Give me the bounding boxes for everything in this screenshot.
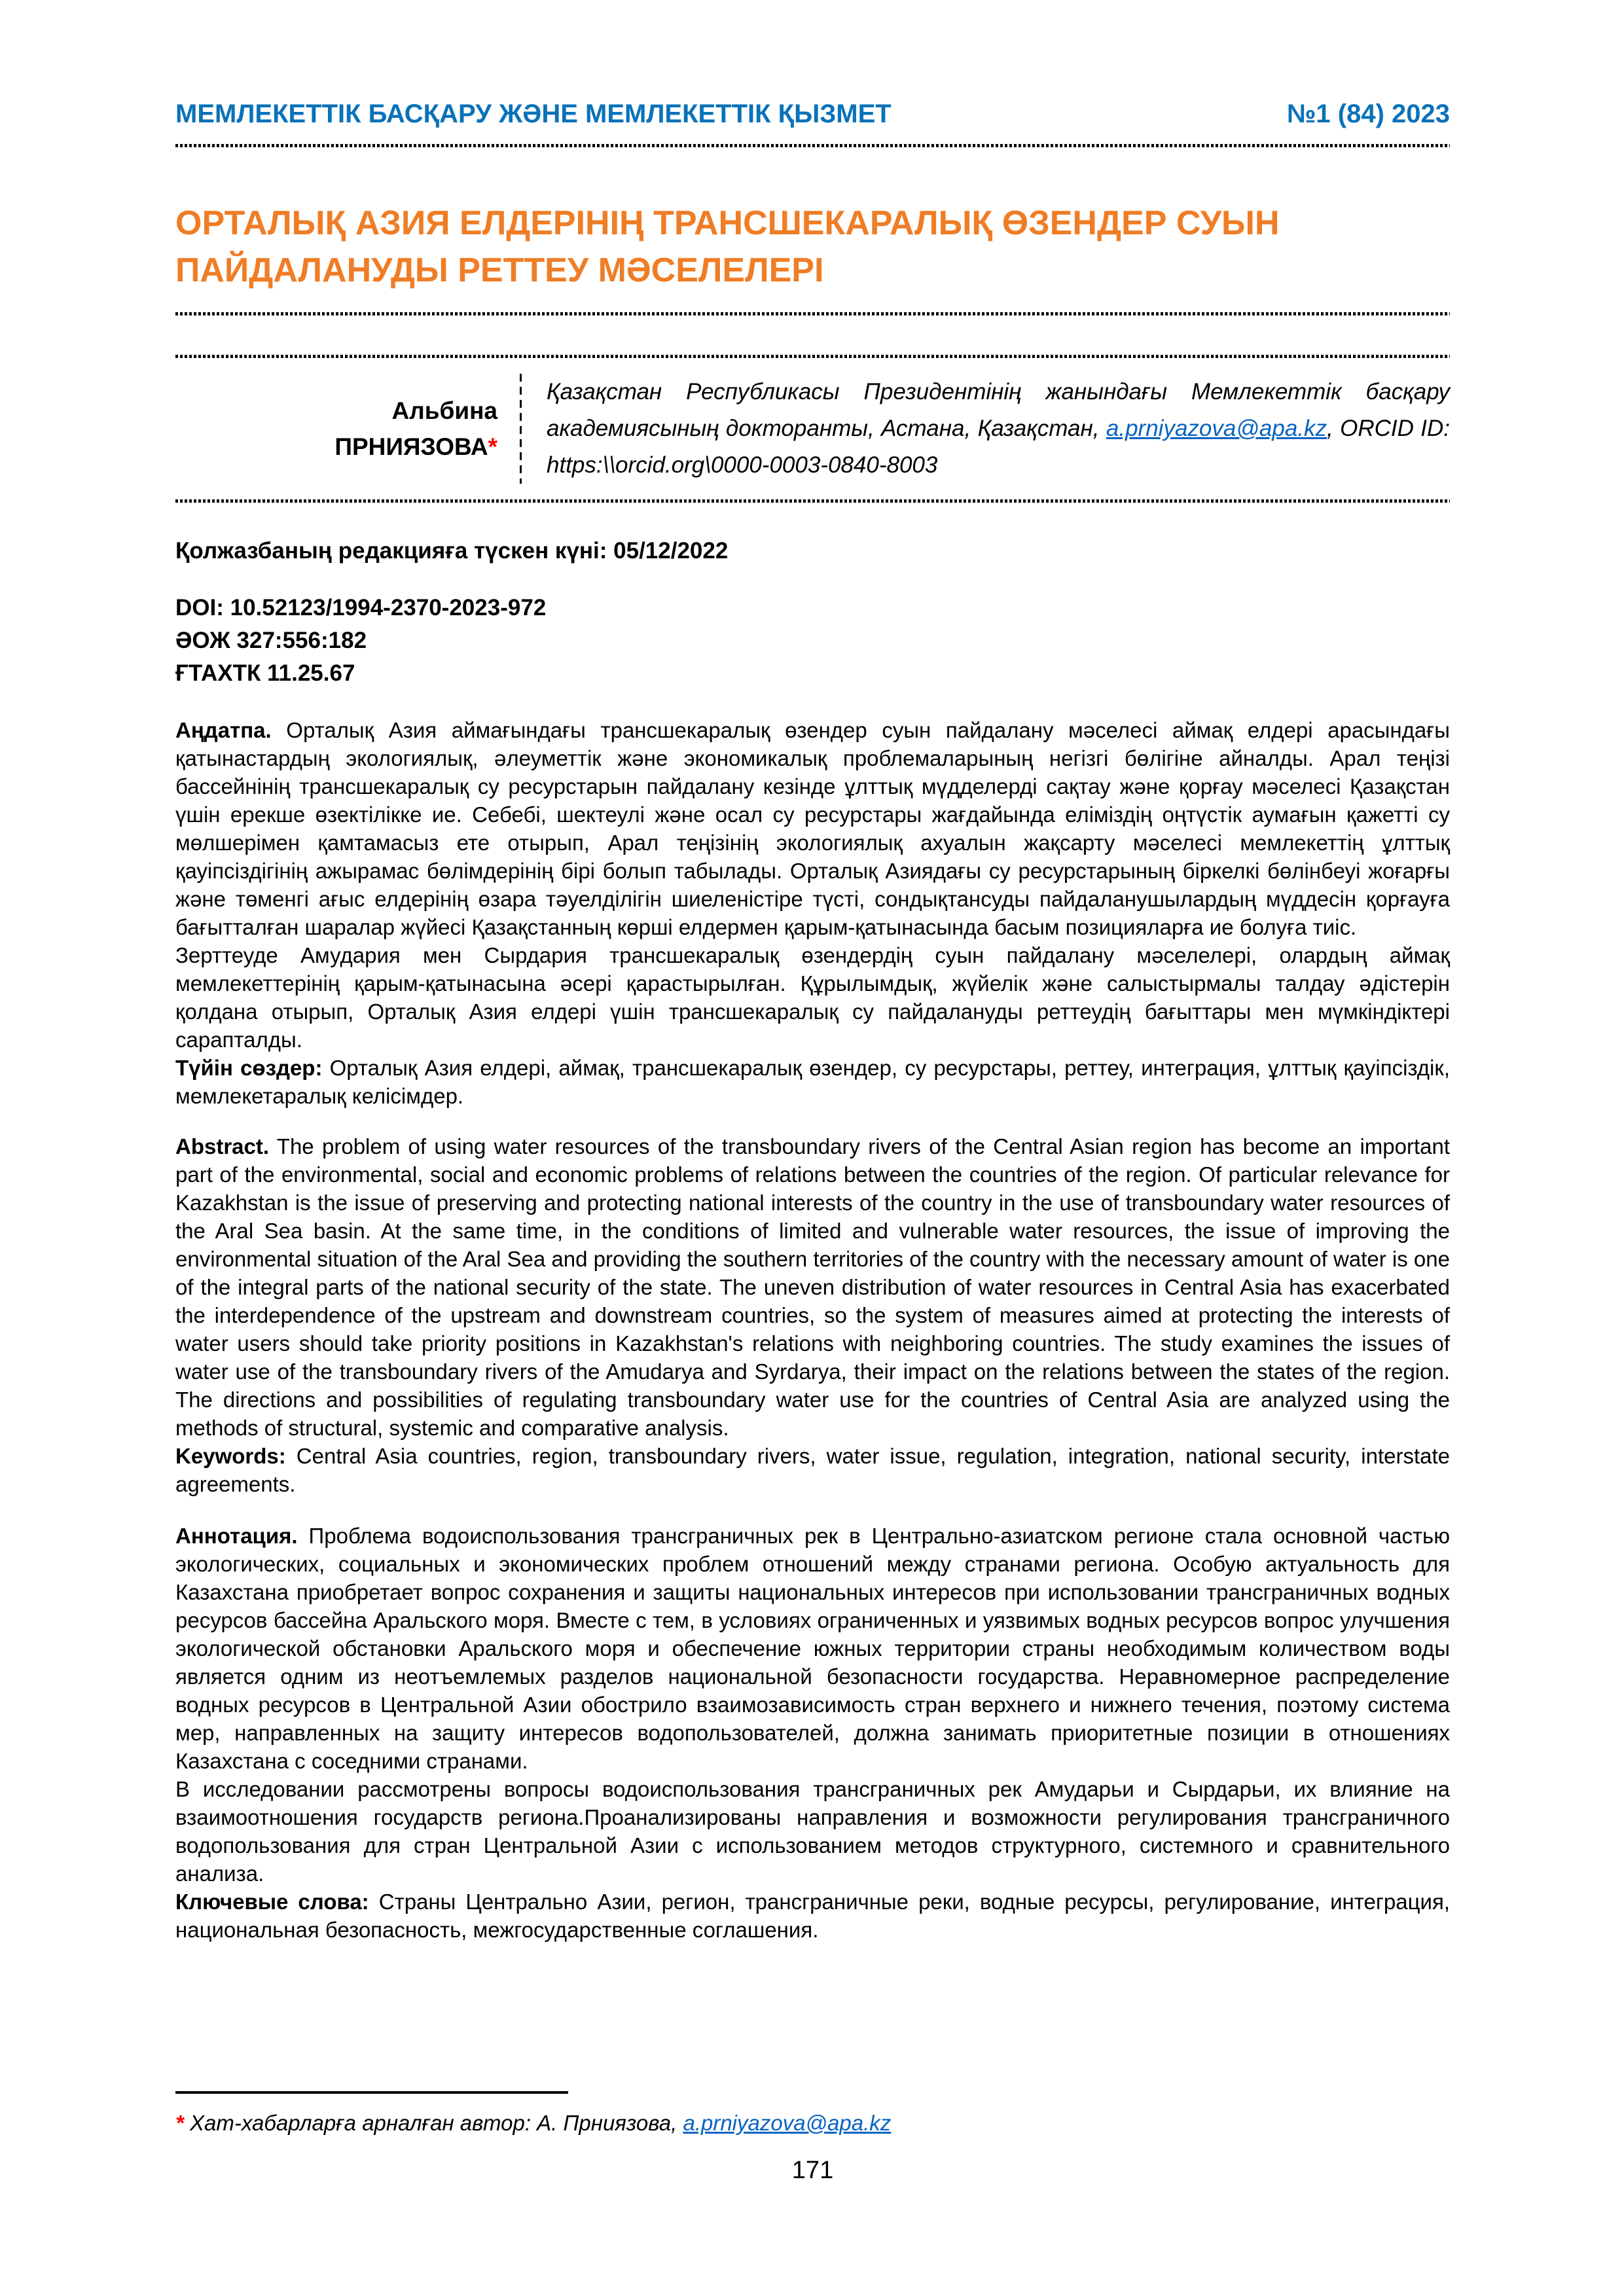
author-email-link[interactable]: a.prniyazova@apa.kz [1106,416,1327,441]
author-block [175,355,1450,503]
separator-line [175,312,1450,315]
doi: DOI: 10.52123/1994-2370-2023-972 [175,595,547,620]
orcid-text: , ORCID ID: https:\\orcid.org\0000-0003-0840-8003 [547,416,1450,478]
footnote-asterisk: * [175,2111,184,2135]
corresponding-author-asterisk: * [488,433,497,460]
udc-code: ӘОЖ 327:556:182 [175,628,367,653]
abstract-english [175,1132,1450,1498]
issue-number: №1 (84) 2023 [1286,99,1450,128]
keywords-kazakh: Түйін сөздер: Орталық Азия елдері, аймақ, трансшекаралық өзендер, су ресурстары, реттеу, интеграция, ұлттық қауіпсіздік, мемлекетаралық келісімдер. [175,1056,1450,1108]
abstract-ru-paragraph-2: В исследовании рассмотрены вопросы водоиспользования трансграничных рек Амударьи и Сырдарьи, их влияние на взаимоотношения государств региона.Проанализированы направления и возможности регулирования трансграничного водопользования для стран Центральной Азии с использованием методов структурного, системного и сравнительного анализа. [175,1777,1450,1886]
abstract-kk-label: Аңдатпа. [175,718,272,742]
abstract-russian [175,1522,1450,1944]
footnote-separator-line [175,2091,568,2094]
page-number: 171 [791,2157,834,2184]
author-first-name: Альбина [391,397,497,424]
footnote-text: Хат-хабарларға арналған автор: А. Прниязова, [190,2111,677,2135]
keywords-english: Keywords: Central Asia countries, region, transboundary rivers, water issue, regulation, integration, national security, interstate agreements. [175,1444,1450,1496]
author-name [175,374,520,484]
article-meta [175,592,1450,690]
author-affiliation [522,374,1450,484]
journal-title: МЕМЛЕКЕТТІК БАСҚАРУ ЖӘНЕ МЕМЛЕКЕТТІК ҚЫЗМЕТ [175,99,892,128]
abstract-kk-paragraph-2: Зерттеуде Амудария мен Сырдария трансшекаралық өзендердің суын пайдалану мәселелері, олардың аймақ мемлекеттерінің қарым-қатынасына әсері қарастырылған. Құрылымдық, жүйелік және салыстырмалы талдау әдістерін қолдана отырып, Орталық Азия елдері үшін трансшекаралық су пайдалануды реттеудің бағыттары мен мүмкіндіктері сарапталды. [175,943,1450,1052]
footnote [175,2109,1450,2137]
affiliation-text: Қазақстан Республикасы Президентінің жанындағы Мемлекеттік басқару академиясының докторанты, Астана, Қазақстан, [547,379,1450,441]
abstract-kazakh [175,716,1450,1110]
received-date: Қолжазбаның редакцияға түскен күні: 05/12/2022 [175,538,729,564]
separator-line [175,499,1450,503]
abstract-ru-paragraph-1: Аннотация. Проблема водоиспользования трансграничных рек в Центрально-азиатском регионе стала основной частью экологических, социальных и экономических проблем отношений между странами региона. Особую актуальность для Казахстана приобретает вопрос сохранения и защиты национальных интересов при использовании трансграничных водных ресурсов бассейна Аральского моря. Вместе с тем, в условиях ограниченных и уязвимых водных ресурсов вопрос улучшения экологической обстановки Аральского моря и обеспечение южных территории страны необходимым количеством воды является одним из неотъемлемых разделов национальной безопасности государства. Неравномерное распределение водных ресурсов в Центральной Азии обострило взаимозависимость стран верхнего и нижнего течения, поэтому система мер, направленных на защиту интересов водопользователей, должна занимать приоритетные позиции в отношениях Казахстана с соседними странами. [175,1524,1451,1773]
footnote-email-link[interactable]: a.prniyazova@apa.kz [683,2111,892,2135]
separator-line [175,144,1450,147]
journal-header [175,0,1450,130]
abstract-kk-paragraph-1: Аңдатпа. Орталық Азия аймағындағы трансшекаралық өзендер суын пайдалану мәселесі аймақ елдері арасындағы қатынастардың экологиялық, әлеуметтік және экономикалық проблемаларының негізгі бөлігіне айналды. Арал теңізі бассейнінің трансшекаралық су ресурстарын пайдалану кезінде ұлттық мүдделерді сақтау және қорғау мәселесі Қазақстан үшін ерекше өзектілікке ие. Себебі, шектеулі және осал су ресурстары жағдайында еліміздің оңтүстік аумағын қажетті су мөлшерімен қамтамасыз ете отырып, Арал теңізінің экологиялық ахуалын жақсарту мәселесі мемлекеттің ұлттық қауіпсіздігінің ажырамас бөлімдерінің бірі болып табылады. Орталық Азиядағы су ресурстарының біркелкі бөлінбеуі жоғарғы және төменгі ағыс елдерінің өзара тәуелділігін шиеленістіре түсті, сондықтансуды пайдаланушылардың мүддесін қорғауға бағытталған шаралар жүйесі Қазақстанның көрші елдермен қарым-қатынасында басым позицияларға ие болуға тиіс. [175,718,1450,939]
abstract-ru-label: Аннотация. [175,1524,298,1548]
author-inner [175,358,1450,499]
keywords-ru-label: Ключевые слова: [175,1890,369,1914]
abstract-en-label: Abstract. [175,1134,270,1158]
page-footer [175,2091,1450,2185]
article-title: ОРТАЛЫҚ АЗИЯ ЕЛДЕРІНІҢ ТРАНСШЕКАРАЛЫҚ ӨЗЕНДЕР СУЫН ПАЙДАЛАНУДЫ РЕТТЕУ МӘСЕЛЕЛЕРІ [175,204,1280,289]
gtahtk-code: ҒТАХТК 11.25.67 [175,660,355,686]
keywords-russian: Ключевые слова: Страны Центрально Азии, регион, трансграничные реки, водные ресурсы, регулирование, интеграция, национальная безопасность, межгосударственные соглашения. [175,1890,1450,1942]
keywords-kk-label: Түйін сөздер: [175,1056,323,1080]
keywords-en-label: Keywords: [175,1444,286,1468]
abstract-en-paragraph: Abstract. The problem of using water resources of the transboundary rivers of the Central Asian region has become an important part of the environmental, social and economic problems of relations between the countries of the region. Of particular relevance for Kazakhstan is the issue of preserving and protecting national interests of the country in the use of transboundary water resources of the Aral Sea basin. At the same time, in the conditions of limited and vulnerable water resources, the issue of improving the environmental situation of the Aral Sea and providing the southern territories of the country with the necessary amount of water is one of the integral parts of the national security of the state. The uneven distribution of water resources in Central Asia has exacerbated the interdependence of the upstream and downstream countries, so the system of measures aimed at protecting the interests of water users should take priority positions in Kazakhstan's relations with neighboring countries. The study examines the issues of water use of the transboundary rivers of the Amudarya and Syrdarya, their impact on the relations between the states of the region. The directions and possibilities of regulating transboundary water use for the countries of Central Asia are analyzed using the methods of structural, systemic and comparative analysis. [175,1134,1450,1440]
author-last-name: ПРНИЯЗОВА* [334,433,497,460]
